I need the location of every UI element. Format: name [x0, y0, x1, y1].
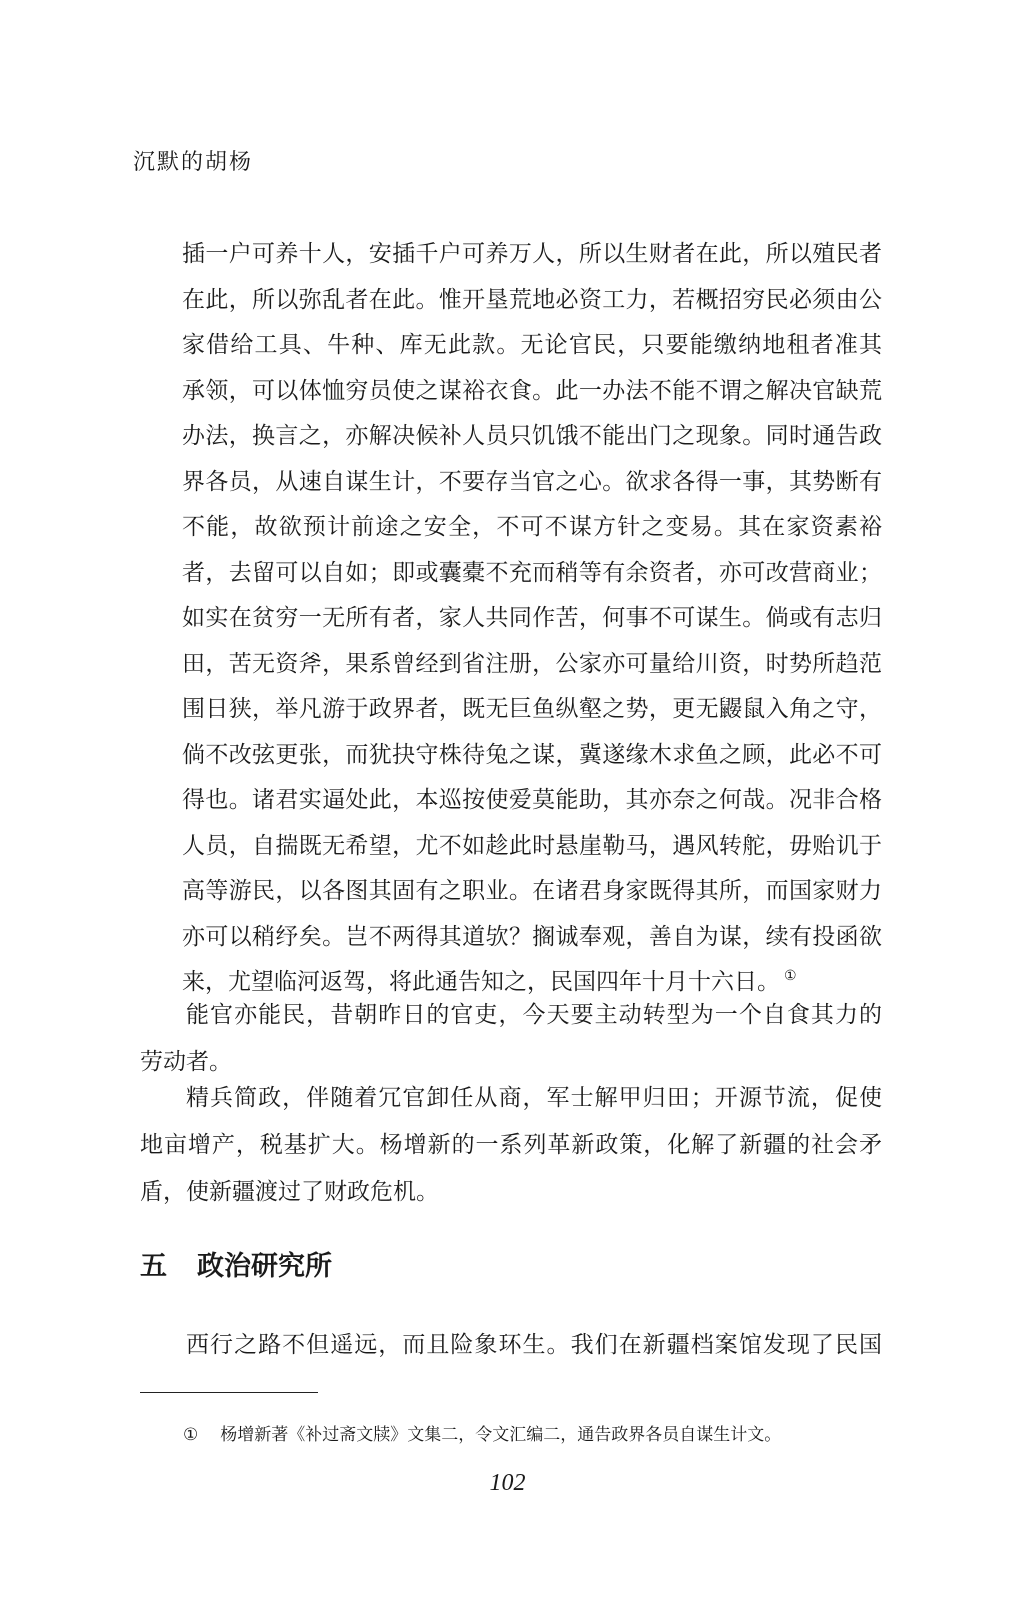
body-paragraph: [140, 1075, 882, 1216]
footnote: [183, 1420, 781, 1445]
page-number: 102: [489, 1470, 526, 1496]
paragraph-line: 能官亦能民，昔朝昨日的官吏，今天要主动转型为一个自食其力的: [186, 1002, 882, 1028]
quote-line: 承领，可以体恤穷员使之谋裕衣食。此一办法不能不谓之解决官缺荒: [182, 377, 882, 404]
quoted-proclamation: [182, 232, 882, 1006]
quote-line: 插一户可养十人，安插千户可养万人，所以生财者在此，所以殖民者: [182, 241, 882, 267]
footnote-text: 杨增新著《补过斋文牍》文集二，令文汇编二，通告政界各员自谋生计文。: [220, 1425, 782, 1445]
section-number: 五: [140, 1251, 167, 1282]
quote-line: 不能，故欲预计前途之安全，不可不谋方针之变易。其在家资素裕: [182, 514, 882, 540]
quote-line: 田，苦无资斧，果系曾经到省注册，公家亦可量给川资，时势所趋范: [182, 650, 882, 677]
body-paragraph: [140, 1322, 882, 1369]
quote-line: 亦可以稍纾矣。岂不两得其道欤？搁诚奉观，善自为谋，续有投函欲: [182, 923, 882, 950]
paragraph-line: 精兵简政，伴随着冗官卸任从商，军士解甲归田；开源节流，促使: [186, 1085, 882, 1111]
quote-line: 如实在贫穷一无所有者，家人共同作苦，何事不可谋生。倘或有志归: [182, 605, 882, 631]
paragraph-line: 劳动者。: [140, 1049, 232, 1075]
quote-line: 界各员，从速自谋生计，不要存当官之心。欲求各得一事，其势断有: [182, 468, 882, 495]
footnote-reference[interactable]: ①: [784, 968, 797, 985]
quote-line-text: 来，尤望临河返驾，将此通告知之，民国四年十月十六日。: [182, 969, 780, 995]
footnote-divider: [140, 1392, 318, 1393]
quote-line: 家借给工具、牛种、库无此款。无论官民，只要能缴纳地租者准其: [182, 332, 882, 358]
body-paragraph: [140, 992, 882, 1086]
quote-line: 倘不改弦更张，而犹抉守株待兔之谋，冀遂缘木求鱼之顾，此必不可: [182, 741, 882, 768]
section-heading: [140, 1244, 332, 1283]
quote-line: 者，去留可以自如；即或囊橐不充而稍等有余资者，亦可改营商业；: [182, 559, 882, 586]
quote-line: 在此，所以弥乱者在此。惟开垦荒地必资工力，若概招穷民必须由公: [182, 286, 882, 313]
paragraph-line: 盾，使新疆渡过了财政危机。: [140, 1179, 439, 1205]
quote-line: 得也。诸君实逼处此，本巡按使爱莫能助，其亦奈之何哉。况非合格: [182, 787, 882, 813]
quote-line: 办法，换言之，亦解决候补人员只饥饿不能出门之现象。同时通告政: [182, 423, 882, 449]
footnote-mark: ①: [183, 1425, 199, 1445]
paragraph-line: 西行之路不但遥远，而且险象环生。我们在新疆档案馆发现了民国: [186, 1332, 882, 1358]
section-title: 政治研究所: [197, 1251, 332, 1282]
quote-line: 人员，自揣既无希望，尤不如趁此时悬崖勒马，遇风转舵，毋贻讥于: [182, 832, 882, 859]
running-head: 沉默的胡杨: [133, 150, 254, 175]
quote-line: 围日狭，举凡游于政界者，既无巨鱼纵壑之势，更无鼹鼠入角之守，: [182, 696, 882, 722]
quote-line: 高等游民，以各图其固有之职业。在诸君身家既得其所，而国家财力: [182, 878, 882, 904]
paragraph-line: 地亩增产，税基扩大。杨增新的一系列革新政策，化解了新疆的社会矛: [140, 1132, 882, 1158]
